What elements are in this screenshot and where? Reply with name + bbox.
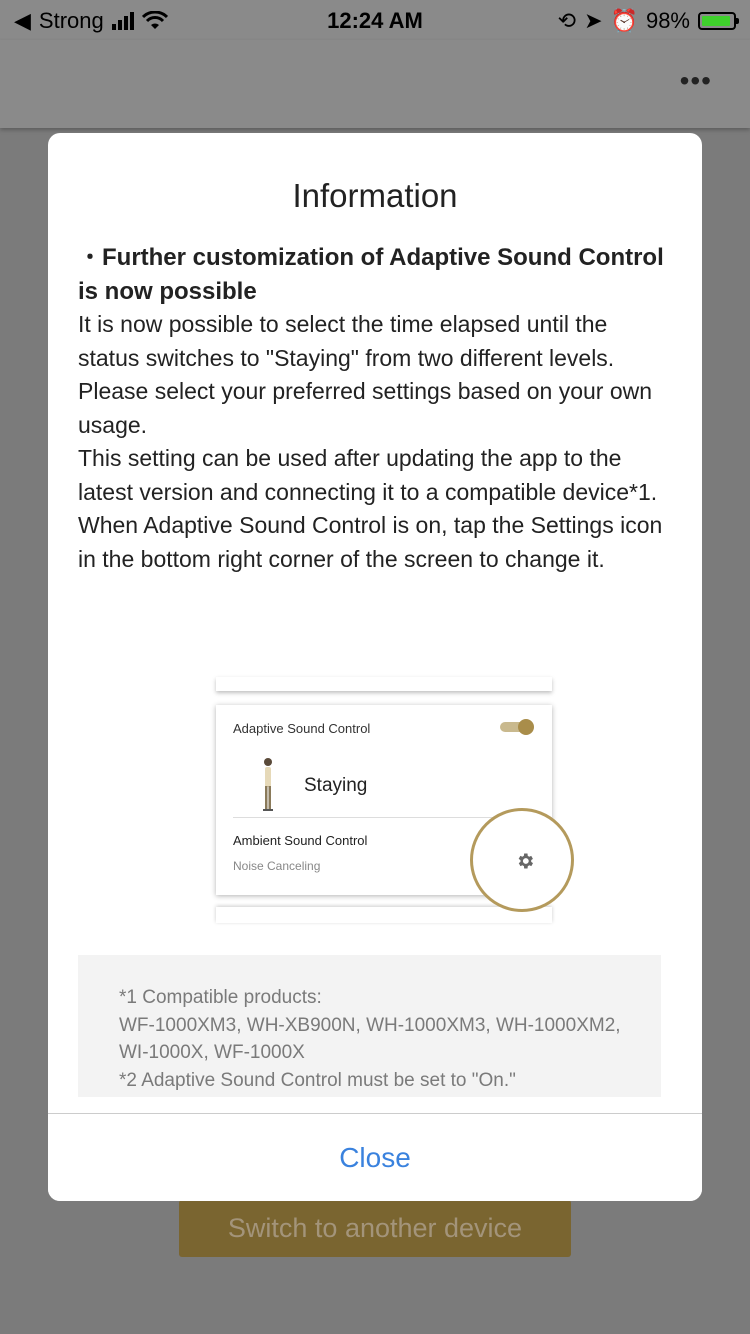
dialog-paragraph: When Adaptive Sound Control is on, tap the Settings icon in the bottom right corner of the screen to change it. bbox=[78, 512, 663, 572]
illustration-card-bottom bbox=[216, 907, 552, 923]
location-icon: ➤ bbox=[584, 8, 603, 33]
dialog-headline: ・Further customization of Adaptive Sound Control is now possible bbox=[78, 244, 664, 305]
adaptive-sound-label: Adaptive Sound Control bbox=[233, 721, 371, 736]
battery-icon bbox=[698, 12, 736, 30]
dialog-body bbox=[78, 241, 668, 576]
information-dialog bbox=[48, 133, 702, 1201]
noise-canceling-label: Noise Canceling bbox=[233, 859, 321, 873]
footnote-box bbox=[78, 955, 661, 1097]
close-button[interactable]: Close bbox=[48, 1114, 702, 1201]
ambient-sound-label: Ambient Sound Control bbox=[233, 833, 368, 848]
staying-status: Staying bbox=[304, 775, 368, 796]
footnote-line: WF-1000XM3, WH-XB900N, WH-1000XM3, WH-1000XM2, WI-1000X, WF-1000X bbox=[119, 1014, 621, 1063]
illustration-card-top bbox=[216, 677, 552, 691]
dialog-paragraph: This setting can be used after updating the app to the latest version and connecting it to a compatible device*1. bbox=[78, 445, 658, 505]
standing-person-icon bbox=[260, 757, 276, 813]
switch-device-button[interactable]: Switch to another device bbox=[179, 1200, 571, 1257]
rotation-lock-icon: ⟲ bbox=[557, 8, 577, 33]
dialog-title: Information bbox=[292, 177, 458, 214]
battery-percent: 98% bbox=[645, 8, 690, 33]
status-time: 12:24 AM bbox=[327, 8, 423, 33]
gear-icon bbox=[515, 851, 535, 871]
status-bar bbox=[0, 0, 750, 40]
footnote-line: *1 Compatible products: bbox=[119, 987, 322, 1008]
toggle-switch-icon bbox=[500, 719, 534, 735]
status-right bbox=[558, 8, 736, 34]
footnote-text bbox=[119, 984, 639, 1094]
footnote-line: *2 Adaptive Sound Control must be set to "On." bbox=[119, 1069, 516, 1091]
back-app-label[interactable]: Strong bbox=[38, 8, 104, 33]
dialog-paragraph: It is now possible to select the time elapsed until the status switches to "Staying" from two different levels. Please select your preferred settings based on your own usage. bbox=[78, 311, 653, 438]
settings-illustration bbox=[213, 677, 583, 923]
back-arrow-icon[interactable]: ◀ bbox=[14, 8, 31, 33]
highlight-circle bbox=[470, 808, 574, 912]
nav-bar bbox=[0, 40, 750, 128]
more-options-icon[interactable]: ••• bbox=[679, 65, 712, 96]
alarm-icon: ⏰ bbox=[610, 8, 638, 33]
